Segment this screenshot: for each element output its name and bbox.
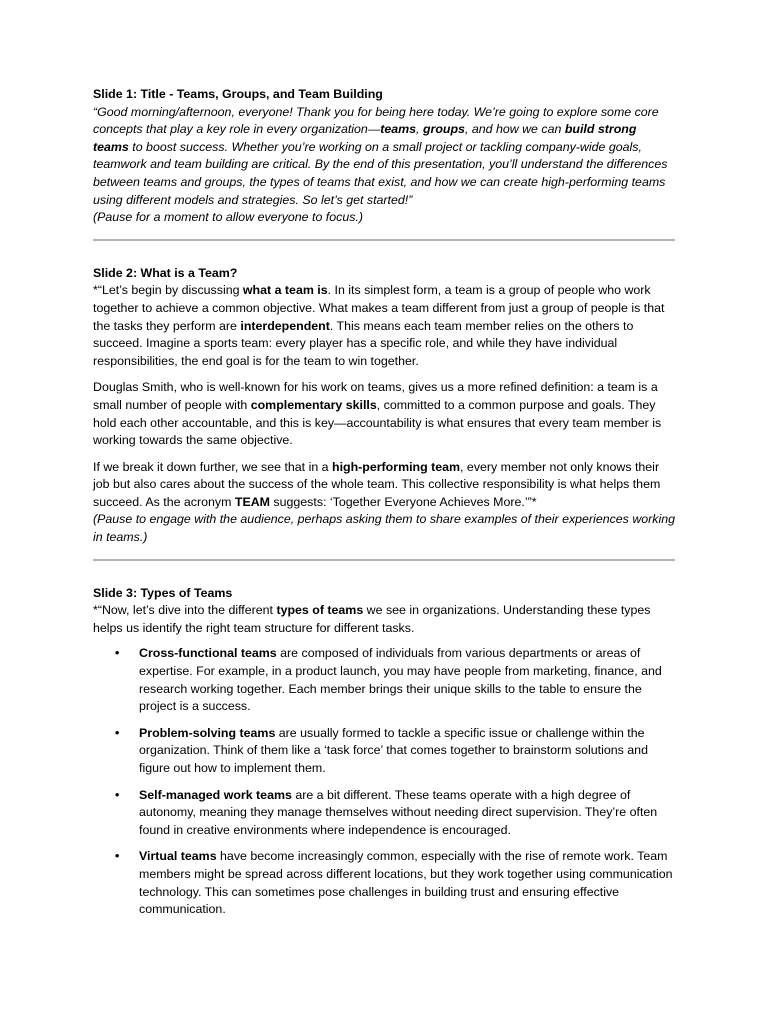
slide-2-heading: Slide 2: What is a Team? [93,265,238,280]
list-item-text: are composed of individuals from various departments or areas of expertise. For example, in a product launch, you may have people from marketing, finance, and research working together. Each member brings their unique skills to the table to ensure the project is a success. [139,646,662,714]
document-page [93,86,675,928]
slide-2-bold-complementary-skills: complementary skills [250,397,377,412]
team-types-list [93,645,675,918]
list-item-text: are a bit different. These teams operate with a high degree of autonomy, meaning they manage themselves without needing direct supervision. They’re often found in creative environments where independence is encouraged. [139,787,658,837]
slide-2-paragraph-2 [93,379,675,449]
section-divider [93,239,675,241]
slide-1-bold-groups: groups [422,122,465,137]
list-item-title: Problem-solving teams [139,725,276,740]
bullet-marker: • [115,787,120,802]
slide-2-section [93,265,675,547]
list-item-text: are usually formed to tackle a specific issue or challenge within the organization. Think of them like a ‘task force’ that comes together to brainstorm solutions and figure out how to implement them. [139,725,648,775]
slide-3-text: *“Now, let’s dive into the different [93,603,277,618]
bullet-marker: • [115,849,120,864]
list-item-title: Self-managed work teams [139,787,292,802]
slide-1-text: , [416,122,423,137]
slide-1-text: , and how we can [464,122,565,137]
slide-2-paragraph-3 [93,459,675,512]
slide-2-text: If we break it down further, we see that in a [93,459,332,474]
slide-2-text: *“Let’s begin by discussing [93,283,243,298]
slide-1-bold-build-strong-teams: build strong teams [93,122,637,154]
slide-2-text: Douglas Smith, who is well-known for his work on teams, gives us a more refined definition: a team is a small number of people with [93,380,658,412]
slide-3-section [93,585,675,919]
slide-3-intro [93,602,675,637]
list-item-virtual [93,848,675,918]
section-divider [93,559,675,561]
slide-1-script [93,104,675,210]
list-item-text: have become increasingly common, especially with the rise of remote work. Team members might be spread across different locations, but they work together using communication technology. This can sometimes pose challenges in building trust and ensuring effective communication. [139,849,673,917]
slide-2-pause-note: (Pause to engage with the audience, perhaps asking them to share examples of their experiences working in teams.) [93,512,676,545]
slide-2-text: . In its simplest form, a team is a group of people who work together to achieve a common objective. What makes a team different from just a group of people is that the tasks they perform are [93,283,665,333]
slide-1-section [93,86,675,227]
slide-3-bold-types-of-teams: types of teams [276,603,364,618]
slide-1-pause-note: (Pause for a moment to allow everyone to focus.) [93,210,363,225]
slide-2-text: . This means each team member relies on the others to succeed. Imagine a sports team: every player has a specific role, and while they have individual responsibilities, the end goal is for the team to win together. [93,318,634,368]
slide-2-paragraph-1 [93,282,675,370]
slide-2-bold-interdependent: interdependent [240,318,330,333]
slide-1-text: to boost success. Whether you’re working on a small project or tackling company-wide goals, teamwork and team building are critical. By the end of this presentation, you’ll understand the differences between teams and groups, the types of teams that exist, and how we can create high-performing teams using different models and strategies. So let’s get started!” [93,139,668,207]
slide-2-text: suggests: ‘Together Everyone Achieves More.’”* [269,494,537,509]
slide-2-text: , committed to a common purpose and goals. They hold each other accountable, and this is key—accountability is what ensures that every team member is working towards the same objective. [93,397,662,448]
slide-2-bold-what-a-team-is: what a team is [242,283,328,298]
bullet-marker: • [115,725,120,740]
slide-3-heading: Slide 3: Types of Teams [93,585,233,600]
list-item-problem-solving [93,725,675,778]
slide-2-bold-team-acronym: TEAM [234,494,270,509]
slide-1-text: “Good morning/afternoon, everyone! Thank you for being here today. We’re going to explore some core concepts that play a key role in every organization— [93,104,659,137]
slide-1-bold-teams: teams [380,122,417,137]
slide-3-text: we see in organizations. Understanding these types helps us identify the right team structure for different tasks. [93,603,651,635]
list-item-title: Cross-functional teams [139,646,277,661]
slide-1-heading: Slide 1: Title - Teams, Groups, and Team Building [93,87,383,101]
slide-2-bold-high-performing-team: high-performing team [332,459,461,474]
bullet-marker: • [115,646,120,661]
list-item-title: Virtual teams [139,849,217,864]
list-item-self-managed [93,787,675,840]
list-item-cross-functional [93,645,675,715]
slide-2-text: , every member not only knows their job but also cares about the success of the whole team. This collective responsibility is what helps them succeed. As the acronym [93,459,661,509]
